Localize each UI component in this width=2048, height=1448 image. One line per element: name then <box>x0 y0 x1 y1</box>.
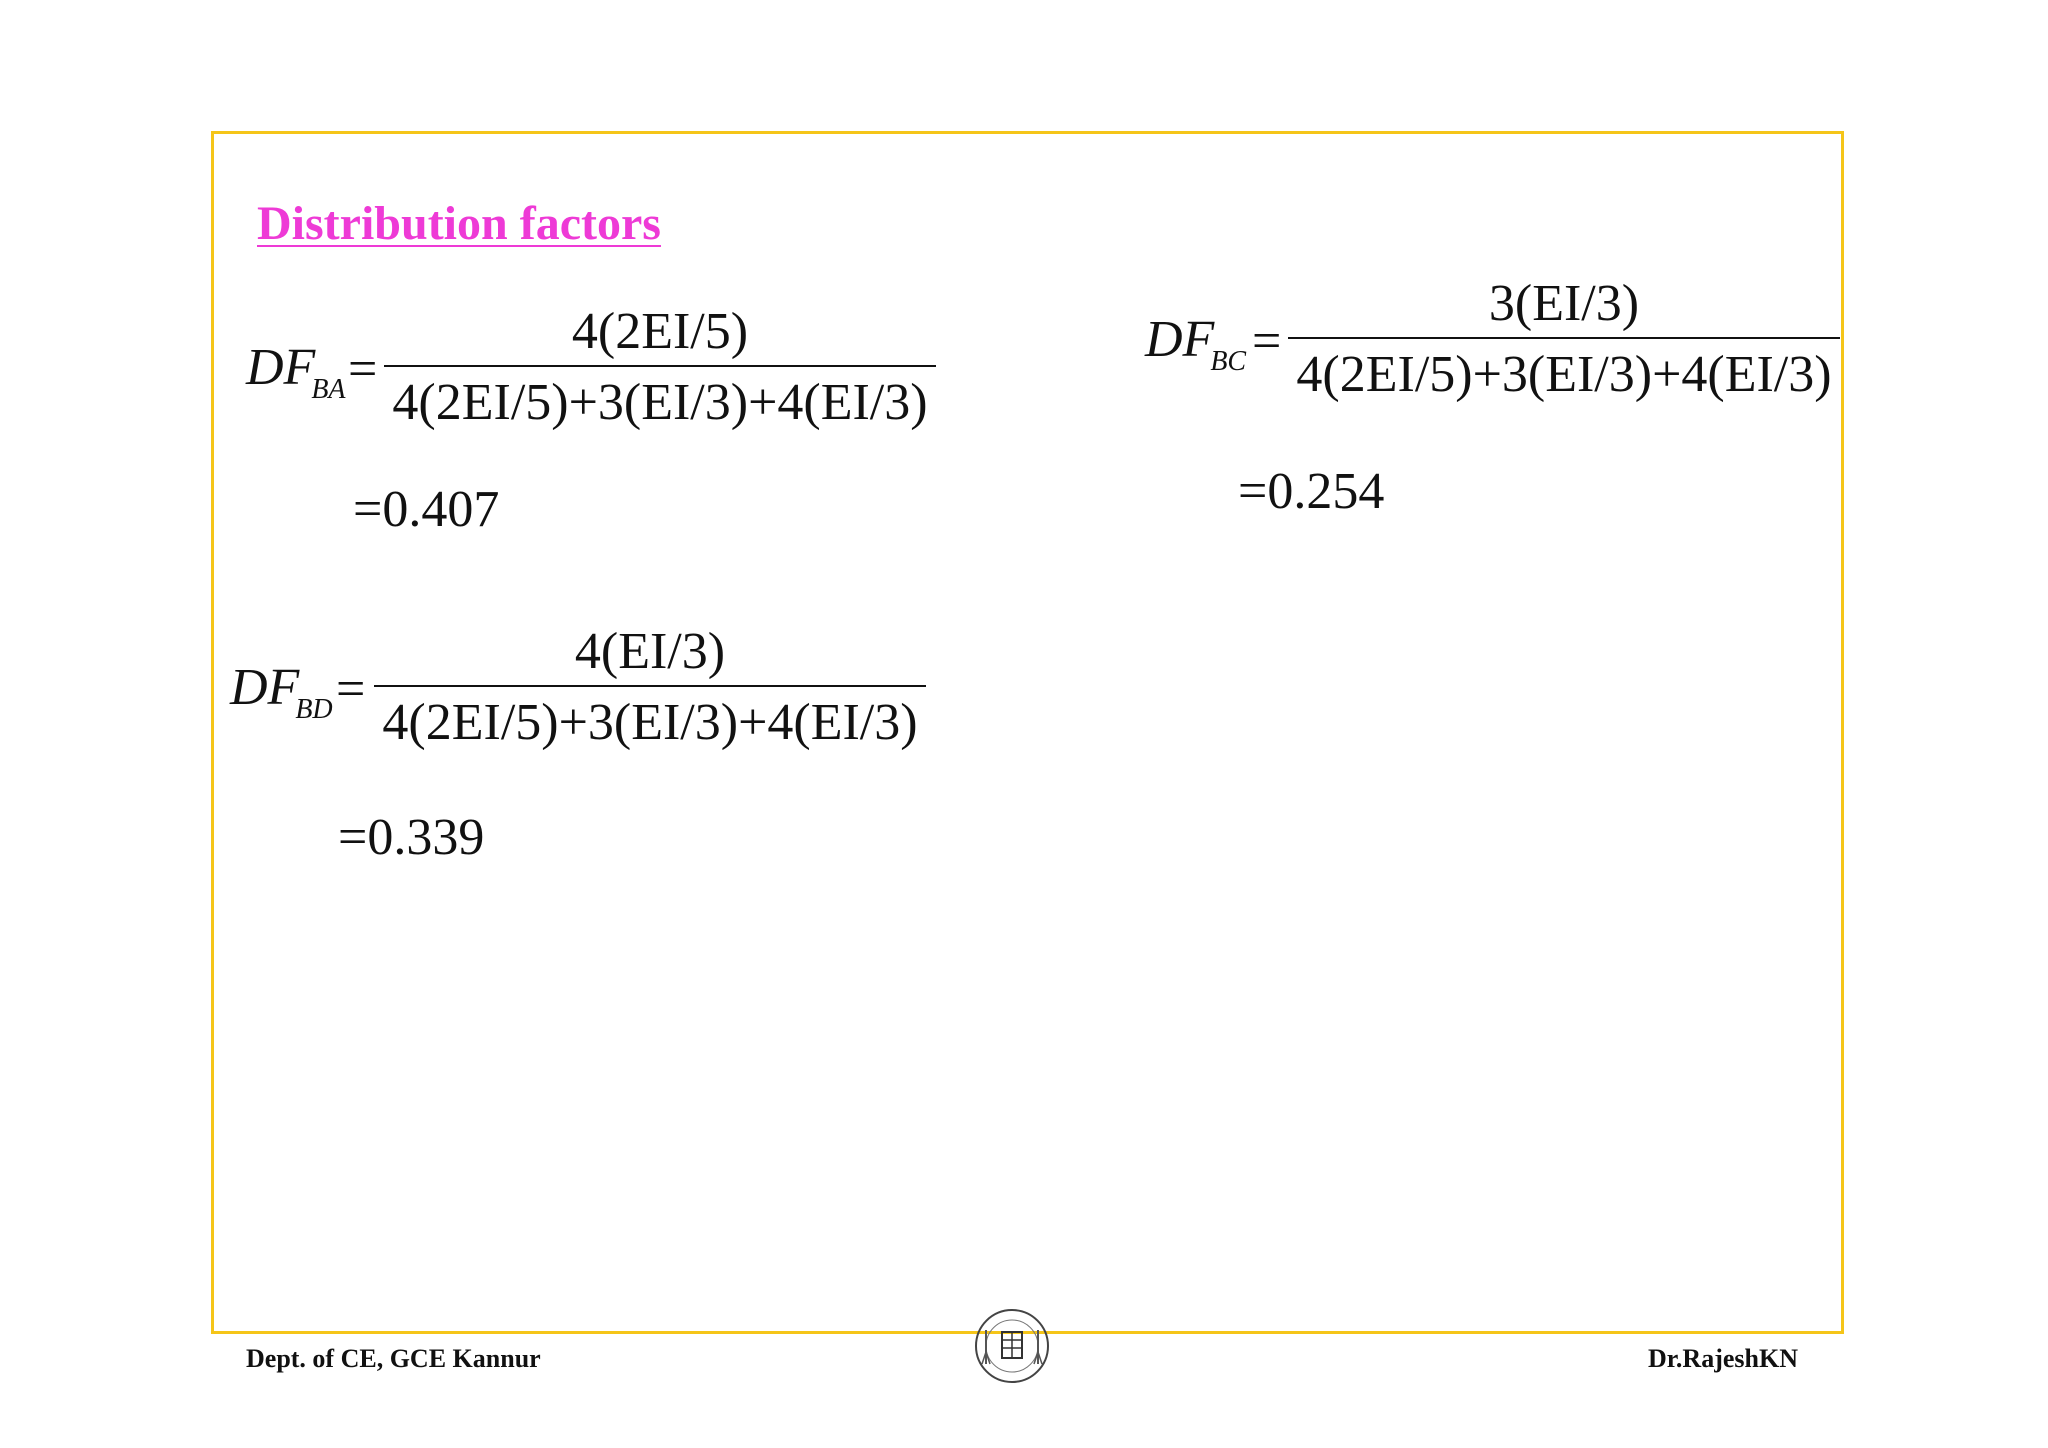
df-bd-lhs <box>230 658 333 726</box>
df-bc-lhs-main: DF <box>1145 311 1215 368</box>
df-ba-numerator: 4(2EI/5) <box>571 303 749 360</box>
df-bc-lhs-sub: BC <box>1210 346 1247 377</box>
df-bc-equals: = <box>1252 313 1282 370</box>
df-bc-result: =0.254 <box>1238 463 1385 520</box>
df-bd-fraction-bar <box>374 685 926 687</box>
df-ba-fraction-bar <box>384 365 936 367</box>
df-bc-fraction-bar <box>1288 337 1840 339</box>
df-bc-lhs <box>1145 310 1246 378</box>
df-ba-lhs-sub: BA <box>311 374 346 405</box>
df-ba-lhs-main: DF <box>246 339 316 396</box>
df-bd-result: =0.339 <box>338 809 485 866</box>
df-bd-denominator: 4(2EI/5)+3(EI/3)+4(EI/3) <box>382 693 918 751</box>
df-bd-fraction <box>374 622 926 753</box>
df-ba-lhs <box>246 338 346 406</box>
df-ba-denominator: 4(2EI/5)+3(EI/3)+4(EI/3) <box>392 373 928 431</box>
footer-author: Dr.RajeshKN <box>1648 1344 1798 1373</box>
df-bd-lhs-main: DF <box>230 659 300 716</box>
df-bd-numerator: 4(EI/3) <box>574 623 726 680</box>
df-bc-fraction <box>1288 274 1840 405</box>
df-bc-denominator: 4(2EI/5)+3(EI/3)+4(EI/3) <box>1296 345 1832 403</box>
slide-title: Distribution factors <box>257 197 661 250</box>
df-ba-fraction <box>384 302 936 433</box>
df-ba-equals: = <box>348 341 378 398</box>
df-bd-equals: = <box>336 661 366 718</box>
college-emblem-icon <box>972 1306 1052 1386</box>
df-bd-lhs-sub: BD <box>295 694 333 725</box>
df-bc-numerator: 3(EI/3) <box>1488 275 1640 332</box>
footer-department: Dept. of CE, GCE Kannur <box>246 1344 541 1373</box>
df-ba-result: =0.407 <box>353 481 500 538</box>
